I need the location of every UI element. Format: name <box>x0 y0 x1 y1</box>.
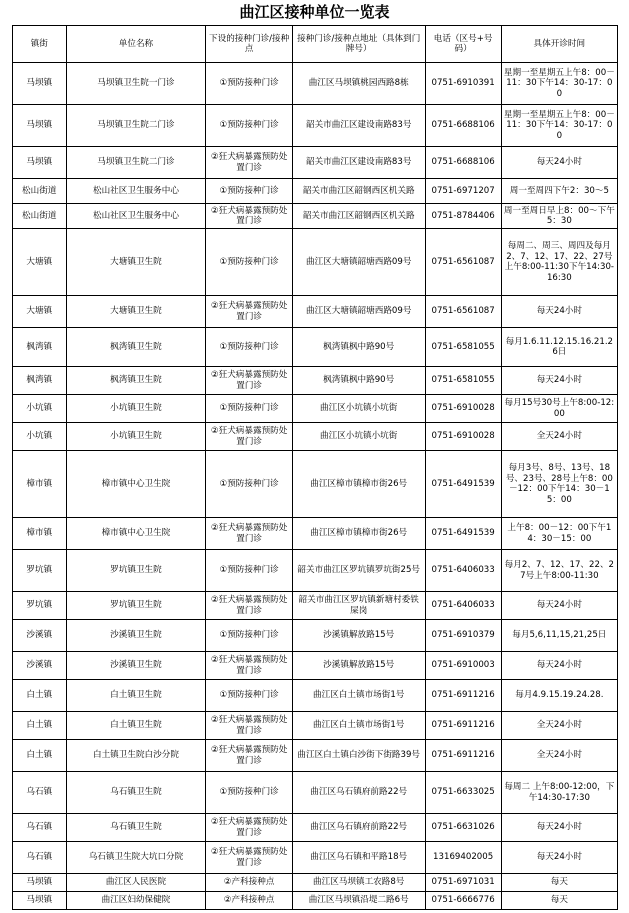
cell-clinic-type: ②狂犬病暴露预防处置门诊 <box>206 423 292 451</box>
cell-hours: 星期一至星期五上午8：00－11：30下午14：30-17：00 <box>501 63 617 105</box>
cell-clinic-type: ①预防接种门诊 <box>206 229 292 296</box>
cell-hours: 每天24小时 <box>501 592 617 620</box>
cell-town: 沙溪镇 <box>13 652 67 680</box>
table-row <box>13 63 618 105</box>
cell-phone: 0751-6688106 <box>425 147 501 179</box>
cell-unit-name: 马坝镇卫生院一门诊 <box>66 63 206 105</box>
cell-unit-name: 枫湾镇卫生院 <box>66 328 206 367</box>
cell-clinic-type: ②狂犬病暴露预防处置门诊 <box>206 592 292 620</box>
cell-phone: 0751-6910028 <box>425 395 501 423</box>
cell-unit-name: 樟市镇中心卫生院 <box>66 451 206 518</box>
cell-address: 沙溪镇解放路15号 <box>292 620 425 652</box>
cell-town: 樟市镇 <box>13 451 67 518</box>
cell-phone: 0751-6911216 <box>425 680 501 712</box>
cell-clinic-type: ①预防接种门诊 <box>206 328 292 367</box>
table-row <box>13 395 618 423</box>
cell-town: 罗坑镇 <box>13 550 67 592</box>
cell-hours: 周一至周四下午2：30～5 <box>501 179 617 204</box>
cell-hours: 每月2、7、12、17、22、27号上午8:00-11:30 <box>501 550 617 592</box>
cell-unit-name: 松山社区卫生服务中心 <box>66 179 206 204</box>
table-row <box>13 229 618 296</box>
cell-hours: 全天24小时 <box>501 423 617 451</box>
header-clinic-type: 下设的接种门诊/接种点 <box>206 26 292 63</box>
cell-phone: 0751-6688106 <box>425 105 501 147</box>
cell-town: 沙溪镇 <box>13 620 67 652</box>
cell-hours: 每天24小时 <box>501 652 617 680</box>
cell-hours: 每月1.6.11.12.15.16.21.26日 <box>501 328 617 367</box>
cell-phone: 0751-6631026 <box>425 814 501 842</box>
cell-clinic-type: ②狂犬病暴露预防处置门诊 <box>206 814 292 842</box>
cell-hours: 每月4.9.15.19.24.28. <box>501 680 617 712</box>
cell-address: 韶关市曲江区韶钢西区机关路 <box>292 179 425 204</box>
table-row <box>13 874 618 892</box>
cell-hours: 全天24小时 <box>501 712 617 740</box>
table-row <box>13 892 618 910</box>
cell-address: 曲江区白土镇市场街1号 <box>292 680 425 712</box>
cell-town: 乌石镇 <box>13 772 67 814</box>
cell-unit-name: 樟市镇中心卫生院 <box>66 518 206 550</box>
cell-hours: 每周二、周三、周四及每月2、7、12、17、22、27号上午8:00-11:30下午14:30-16:30 <box>501 229 617 296</box>
cell-phone: 0751-6910003 <box>425 652 501 680</box>
table-row <box>13 652 618 680</box>
cell-clinic-type: ②狂犬病暴露预防处置门诊 <box>206 147 292 179</box>
cell-address: 韶关市曲江区罗坑镇罗坑街25号 <box>292 550 425 592</box>
cell-town: 白土镇 <box>13 740 67 772</box>
cell-phone: 0751-6666776 <box>425 892 501 910</box>
cell-unit-name: 白土镇卫生院 <box>66 712 206 740</box>
cell-phone: 0751-6561087 <box>425 229 501 296</box>
cell-hours: 周一至周日早上8：00～下午5：30 <box>501 204 617 229</box>
table-body <box>13 63 618 910</box>
cell-phone: 0751-6971031 <box>425 874 501 892</box>
cell-town: 松山街道 <box>13 179 67 204</box>
cell-unit-name: 大塘镇卫生院 <box>66 229 206 296</box>
cell-phone: 13169402005 <box>425 842 501 874</box>
table-header-row <box>13 26 618 63</box>
cell-clinic-type: ①预防接种门诊 <box>206 179 292 204</box>
cell-phone: 0751-6581055 <box>425 328 501 367</box>
cell-town: 马坝镇 <box>13 874 67 892</box>
cell-hours: 每天24小时 <box>501 147 617 179</box>
cell-clinic-type: ①预防接种门诊 <box>206 395 292 423</box>
cell-hours: 每周二 上午8:00-12:00，下午14:30-17:30 <box>501 772 617 814</box>
cell-unit-name: 白土镇卫生院白沙分院 <box>66 740 206 772</box>
cell-phone: 0751-6911216 <box>425 740 501 772</box>
cell-town: 马坝镇 <box>13 892 67 910</box>
cell-unit-name: 马坝镇卫生院二门诊 <box>66 105 206 147</box>
page-title: 曲江区接种单位一览表 <box>239 3 390 21</box>
cell-phone: 0751-6910028 <box>425 423 501 451</box>
cell-clinic-type: ②狂犬病暴露预防处置门诊 <box>206 842 292 874</box>
cell-unit-name: 罗坑镇卫生院 <box>66 550 206 592</box>
header-unit-name: 单位名称 <box>66 26 206 63</box>
table-row <box>13 105 618 147</box>
cell-phone: 0751-6911216 <box>425 712 501 740</box>
cell-address: 曲江区大塘镇韶塘西路09号 <box>292 296 425 328</box>
cell-unit-name: 小坑镇卫生院 <box>66 395 206 423</box>
cell-phone: 0751-6491539 <box>425 518 501 550</box>
table-row <box>13 204 618 229</box>
header-town: 镇街 <box>13 26 67 63</box>
cell-phone: 0751-6406033 <box>425 592 501 620</box>
cell-unit-name: 乌石镇卫生院大坑口分院 <box>66 842 206 874</box>
cell-unit-name: 大塘镇卫生院 <box>66 296 206 328</box>
cell-hours: 每天 <box>501 874 617 892</box>
cell-clinic-type: ②狂犬病暴露预防处置门诊 <box>206 204 292 229</box>
cell-hours: 每月15号30号上午8:00-12:00 <box>501 395 617 423</box>
cell-unit-name: 乌石镇卫生院 <box>66 772 206 814</box>
cell-clinic-type: ①预防接种门诊 <box>206 105 292 147</box>
table-row <box>13 550 618 592</box>
header-address: 接种门诊/接种点地址（具体到门牌号） <box>292 26 425 63</box>
cell-town: 樟市镇 <box>13 518 67 550</box>
cell-hours: 每天24小时 <box>501 296 617 328</box>
cell-hours: 全天24小时 <box>501 740 617 772</box>
header-phone: 电话（区号+号码） <box>425 26 501 63</box>
table-row <box>13 740 618 772</box>
cell-clinic-type: ①预防接种门诊 <box>206 550 292 592</box>
cell-phone: 0751-6633025 <box>425 772 501 814</box>
cell-hours: 每天24小时 <box>501 842 617 874</box>
cell-town: 小坑镇 <box>13 423 67 451</box>
cell-phone: 0751-6406033 <box>425 550 501 592</box>
cell-phone: 0751-8784406 <box>425 204 501 229</box>
cell-town: 白土镇 <box>13 680 67 712</box>
table-row <box>13 328 618 367</box>
table-row <box>13 592 618 620</box>
cell-hours: 每月5,6,11,15,21,25日 <box>501 620 617 652</box>
cell-address: 韶关市曲江区建设南路83号 <box>292 105 425 147</box>
cell-address: 曲江区乌石镇和平路18号 <box>292 842 425 874</box>
cell-address: 曲江区马坝镇桃园西路8栋 <box>292 63 425 105</box>
cell-clinic-type: ①预防接种门诊 <box>206 680 292 712</box>
cell-hours: 每天 <box>501 892 617 910</box>
table-row <box>13 179 618 204</box>
vaccination-unit-table <box>12 25 618 910</box>
cell-clinic-type: ②狂犬病暴露预防处置门诊 <box>206 740 292 772</box>
cell-clinic-type: ②狂犬病暴露预防处置门诊 <box>206 296 292 328</box>
cell-address: 韶关市曲江区罗坑镇新塘村委铁屎岗 <box>292 592 425 620</box>
cell-address: 枫湾镇枫中路90号 <box>292 328 425 367</box>
table-row <box>13 842 618 874</box>
cell-hours: 星期一至星期五上午8：00－11：30下午14：30-17：00 <box>501 105 617 147</box>
cell-address: 曲江区乌石镇府前路22号 <box>292 772 425 814</box>
table-row <box>13 814 618 842</box>
cell-town: 小坑镇 <box>13 395 67 423</box>
cell-clinic-type: ②狂犬病暴露预防处置门诊 <box>206 652 292 680</box>
cell-town: 大塘镇 <box>13 229 67 296</box>
cell-address: 曲江区大塘镇韶塘西路09号 <box>292 229 425 296</box>
cell-address: 沙溪镇解放路15号 <box>292 652 425 680</box>
table-row <box>13 680 618 712</box>
cell-hours: 每天24小时 <box>501 814 617 842</box>
cell-clinic-type: ①预防接种门诊 <box>206 620 292 652</box>
cell-unit-name: 枫湾镇卫生院 <box>66 367 206 395</box>
cell-unit-name: 曲江区妇幼保健院 <box>66 892 206 910</box>
cell-address: 曲江区白土镇白沙街下街路39号 <box>292 740 425 772</box>
cell-hours: 每月3号、8号、13号、18号、23号、28号上午8：00－12：00下午14：30－15：00 <box>501 451 617 518</box>
cell-town: 枫湾镇 <box>13 328 67 367</box>
cell-clinic-type: ②产科接种点 <box>206 874 292 892</box>
cell-clinic-type: ①预防接种门诊 <box>206 63 292 105</box>
table-row <box>13 772 618 814</box>
cell-unit-name: 松山社区卫生服务中心 <box>66 204 206 229</box>
table-row <box>13 518 618 550</box>
cell-phone: 0751-6971207 <box>425 179 501 204</box>
table-row <box>13 367 618 395</box>
cell-unit-name: 曲江区人民医院 <box>66 874 206 892</box>
cell-unit-name: 罗坑镇卫生院 <box>66 592 206 620</box>
table-row <box>13 620 618 652</box>
cell-unit-name: 沙溪镇卫生院 <box>66 620 206 652</box>
cell-clinic-type: ①预防接种门诊 <box>206 451 292 518</box>
table-row <box>13 712 618 740</box>
cell-phone: 0751-6581055 <box>425 367 501 395</box>
cell-phone: 0751-6910391 <box>425 63 501 105</box>
cell-address: 曲江区乌石镇府前路22号 <box>292 814 425 842</box>
cell-town: 白土镇 <box>13 712 67 740</box>
cell-phone: 0751-6491539 <box>425 451 501 518</box>
cell-town: 马坝镇 <box>13 105 67 147</box>
cell-clinic-type: ②狂犬病暴露预防处置门诊 <box>206 712 292 740</box>
cell-town: 罗坑镇 <box>13 592 67 620</box>
cell-town: 乌石镇 <box>13 842 67 874</box>
cell-clinic-type: ②狂犬病暴露预防处置门诊 <box>206 367 292 395</box>
cell-address: 曲江区小坑镇小坑街 <box>292 395 425 423</box>
cell-town: 大塘镇 <box>13 296 67 328</box>
cell-unit-name: 小坑镇卫生院 <box>66 423 206 451</box>
cell-address: 曲江区小坑镇小坑街 <box>292 423 425 451</box>
cell-address: 曲江区樟市镇樟市街26号 <box>292 518 425 550</box>
cell-hours: 上午8：00－12：00下午14：30－15：00 <box>501 518 617 550</box>
cell-unit-name: 乌石镇卫生院 <box>66 814 206 842</box>
header-hours: 具体开诊时间 <box>501 26 617 63</box>
cell-town: 马坝镇 <box>13 63 67 105</box>
cell-town: 枫湾镇 <box>13 367 67 395</box>
cell-phone: 0751-6910379 <box>425 620 501 652</box>
cell-address: 韶关市曲江区韶钢西区机关路 <box>292 204 425 229</box>
cell-hours: 每天24小时 <box>501 367 617 395</box>
cell-address: 曲江区马坝镇沿堤二路6号 <box>292 892 425 910</box>
cell-address: 曲江区樟市镇樟市街26号 <box>292 451 425 518</box>
cell-address: 曲江区白土镇市场街1号 <box>292 712 425 740</box>
cell-unit-name: 马坝镇卫生院二门诊 <box>66 147 206 179</box>
cell-town: 乌石镇 <box>13 814 67 842</box>
cell-clinic-type: ①预防接种门诊 <box>206 772 292 814</box>
cell-address: 曲江区马坝镇工农路8号 <box>292 874 425 892</box>
cell-unit-name: 白土镇卫生院 <box>66 680 206 712</box>
table-row <box>13 423 618 451</box>
table-row <box>13 296 618 328</box>
table-row <box>13 451 618 518</box>
cell-town: 松山街道 <box>13 204 67 229</box>
cell-clinic-type: ②狂犬病暴露预防处置门诊 <box>206 518 292 550</box>
cell-phone: 0751-6561087 <box>425 296 501 328</box>
cell-address: 韶关市曲江区建设南路83号 <box>292 147 425 179</box>
cell-clinic-type: ②产科接种点 <box>206 892 292 910</box>
cell-address: 枫湾镇枫中路90号 <box>292 367 425 395</box>
table-row <box>13 147 618 179</box>
cell-town: 马坝镇 <box>13 147 67 179</box>
cell-unit-name: 沙溪镇卫生院 <box>66 652 206 680</box>
